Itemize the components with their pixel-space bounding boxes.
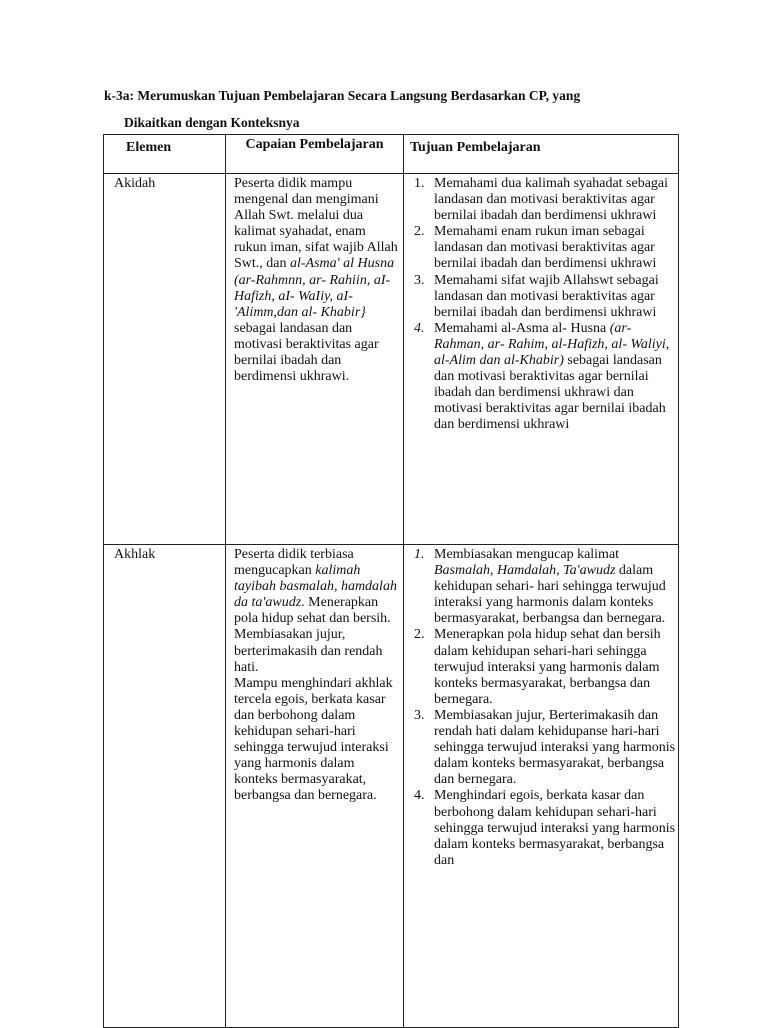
capaian-paragraph: Membiasakan jujur, berterimakasih dan rendah hati. — [234, 627, 383, 675]
row-capaian — [226, 545, 404, 1028]
tujuan-list — [408, 547, 678, 869]
capaian-text-tail: sebagai landasan dan motivasi beraktivitas agar bernilai ibadah dan berdimensi ukhrawi. — [234, 320, 379, 385]
header-elemen: Elemen — [104, 135, 226, 174]
list-item — [408, 273, 678, 321]
tujuan-list — [408, 176, 678, 434]
row-capaian — [226, 174, 404, 545]
list-item-text: Membiasakan mengucap kalimat — [434, 547, 620, 562]
list-item — [408, 176, 678, 224]
list-item-italic-text: (ar- Rahman, ar- Rahim, al-Hafizh, al- Waliyi, al-Alim dan al-Khabir) — [434, 320, 670, 369]
capaian-italic-text: kalimah tayibah basmalah, hamdalah da ta'awudz — [234, 563, 397, 611]
list-item — [408, 627, 678, 707]
list-item — [408, 708, 678, 788]
capaian-italic-text: al-Asma' al Husna (ar-Rahmnn, ar- Rahiin, aI-Hafizh, aI- WaIiy, aI- 'Alimm,dan al- Khabir} — [234, 256, 395, 320]
list-number: 1. — [414, 547, 425, 562]
list-item-text-tail: sebagai landasan dan motivasi beraktivitas agar bernilai ibadah dan berdimensi ukhrawi dan motivasi beraktivitas agar bernilai ibadah dan berdimensi ukhrawi — [434, 353, 666, 433]
heading-line-2: Dikaitkan dengan Konteksnya — [124, 115, 300, 130]
list-number: 4. — [414, 320, 425, 336]
capaian-text: Peserta didik terbiasa mengucapkan — [234, 547, 354, 579]
list-number: 3. — [414, 272, 425, 288]
capaian-text-tail: . Menerapkan pola hidup sehat dan bersih. — [234, 595, 391, 627]
list-item-text: Membiasakan jujur, Berterimakasih dan rendah hati dalam kehidupanse hari-hari sehingga terwujud interaksi yang harmonis dalam konteks bermasyarakat, berbangsa dan bernegara. — [434, 707, 676, 788]
list-item-italic-text: Basmalah, Hamdalah, Ta'awudz — [434, 563, 616, 579]
list-number: 2. — [414, 627, 425, 643]
row-tujuan — [404, 174, 679, 545]
list-item — [408, 224, 678, 272]
row-elemen: Akidah — [104, 174, 226, 545]
document-heading — [104, 82, 724, 136]
capaian-text: Peserta didik mampu mengenal dan mengimani Allah Swt. melalui dua kalimat syahadat, enam rukun iman, sifat wajib Allah Swt., dan — [234, 176, 398, 272]
row-elemen: Akhlak — [104, 545, 226, 1028]
list-number: 1. — [414, 176, 425, 191]
list-item — [408, 321, 678, 434]
list-item-text: Menerapkan pola hidup sehat dan bersih dalam kehidupan sehari-hari sehingga terwujud interaksi yang harmonis dalam konteks bermasyarakat, berbangsa dan bernegara. — [434, 627, 661, 707]
list-item-text: Memahami dua kalimah syahadat sebagai landasan dan motivasi beraktivitas agar bernilai ibadah dan berdimensi ukhrawi — [434, 176, 669, 224]
list-item — [408, 788, 678, 868]
list-item-text-tail: dalam kehidupan sehari- hari sehingga terwujud interaksi yang harmonis dalam konteks bermasyarakat, berbangsa dan bernegara. — [434, 563, 666, 627]
table-row — [104, 174, 679, 545]
list-number: 2. — [414, 224, 425, 240]
list-number: 4. — [414, 788, 425, 804]
learning-objectives-table — [103, 134, 679, 1028]
header-tujuan: Tujuan Pembelajaran — [404, 135, 679, 174]
capaian-paragraph: Mampu menghindari akhlak tercela egois, berkata kasar dan berbohong dalam kehidupan sehari-hari sehingga terwujud interaksi yang harmonis dalam konteks bermasyarakat, berbangsa dan bernegara. — [234, 675, 393, 804]
heading-line-1: k-3a: Merumuskan Tujuan Pembelajaran Secara Langsung Berdasarkan CP, yang — [104, 88, 581, 103]
list-number: 3. — [414, 707, 425, 723]
header-capaian: Capaian Pembelajaran — [226, 135, 404, 174]
list-item — [408, 547, 678, 627]
list-item-text: Memahami enam rukun iman sebagai landasan dan motivasi beraktivitas agar bernilai ibadah dan berdimensi ukhrawi — [434, 224, 657, 272]
list-item-text: Memahami sifat wajib Allahswt sebagai landasan dan motivasi beraktivitas agar bernilai ibadah dan berdimensi ukhrawi — [434, 272, 659, 320]
table-row — [104, 545, 679, 1028]
row-tujuan — [404, 545, 679, 1028]
list-item-text: Menghindari egois, berkata kasar dan berbohong dalam kehidupan sehari-hari sehingga terwujud interaksi yang harmonis dalam konteks bermasyarakat, berbangsa dan — [434, 788, 676, 868]
list-item-text: Memahami al-Asma al- Husna — [434, 320, 610, 336]
table-header-row — [104, 135, 679, 174]
